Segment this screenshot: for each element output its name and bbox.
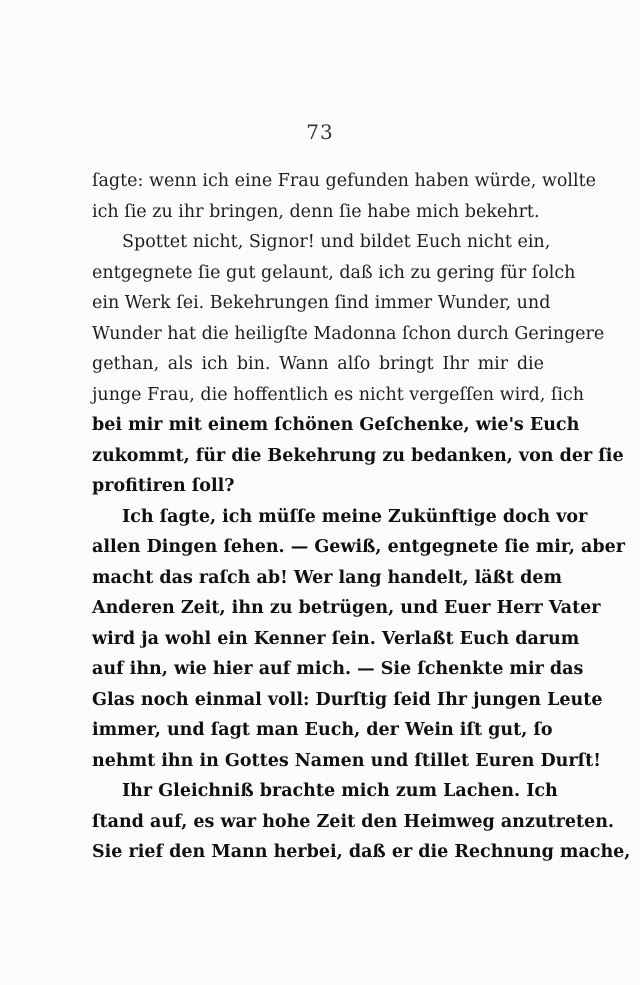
text-line: Ihr Gleichniß brachte mich zum Lachen. Ich [122,781,558,801]
text-line: zukommt, für die Bekehrung zu bedanken, von der ſie [92,445,624,466]
text-line: auf ihn, wie hier auf mich. — Sie ſchenkte mir das [92,659,584,679]
text-line: gethan, als ich bin. Wann alſo bringt Ihr mir die [92,354,544,374]
text-line: Sie rief den Mann herbei, daß er die Rechnung mache, [92,842,631,862]
text-line: wird ja wohl ein Kenner ſein. Verlaßt Euch darum [92,628,580,649]
text-line: immer, und ſagt man Euch, der Wein iſt gut, ſo [92,720,553,740]
text-line: Ich ſagte, ich müſſe meine Zukünftige doch vor [122,506,588,527]
text-line: ein Werk ſei. Bekehrungen ſind immer Wunder, und [92,293,551,313]
text-line: macht das raſch ab! Wer lang handelt, läßt dem [92,567,562,588]
text-line: Anderen Zeit, ihn zu betrügen, und Euer Herr Vater [92,598,601,618]
text-line: Spottet nicht, Signor! und bildet Euch nicht ein, [122,232,551,252]
text-line: bei mir mit einem ſchönen Geſchenke, wie's Euch [92,415,580,435]
text-line: entgegnete ſie gut gelaunt, daß ich zu gering für ſolch [92,262,576,283]
text-line: ſtand auf, es war hohe Zeit den Heimweg anzutreten. [92,811,615,832]
page-number: 73 [306,120,334,144]
text-line: Glas noch einmal voll: Durſtig ſeid Ihr jungen Leute [92,689,603,710]
text-line: ſagte: wenn ich eine Frau gefunden haben würde, wollte [92,171,597,191]
text-line: junge Frau, die hoffentlich es nicht vergeſſen wird, ſich [92,384,585,405]
text-line: profitiren ſoll? [92,476,235,496]
body-text [92,166,631,868]
text-line: nehmt ihn in Gottes Namen und ſtillet Euren Durſt! [92,750,601,771]
text-line: ich ſie zu ihr bringen, denn ſie habe mich bekehrt. [92,201,540,222]
text-line: allen Dingen ſehen. — Gewiß, entgegnete ſie mir, aber [92,537,625,557]
text-line: Wunder hat die heiligſte Madonna ſchon durch Geringere [92,323,605,344]
